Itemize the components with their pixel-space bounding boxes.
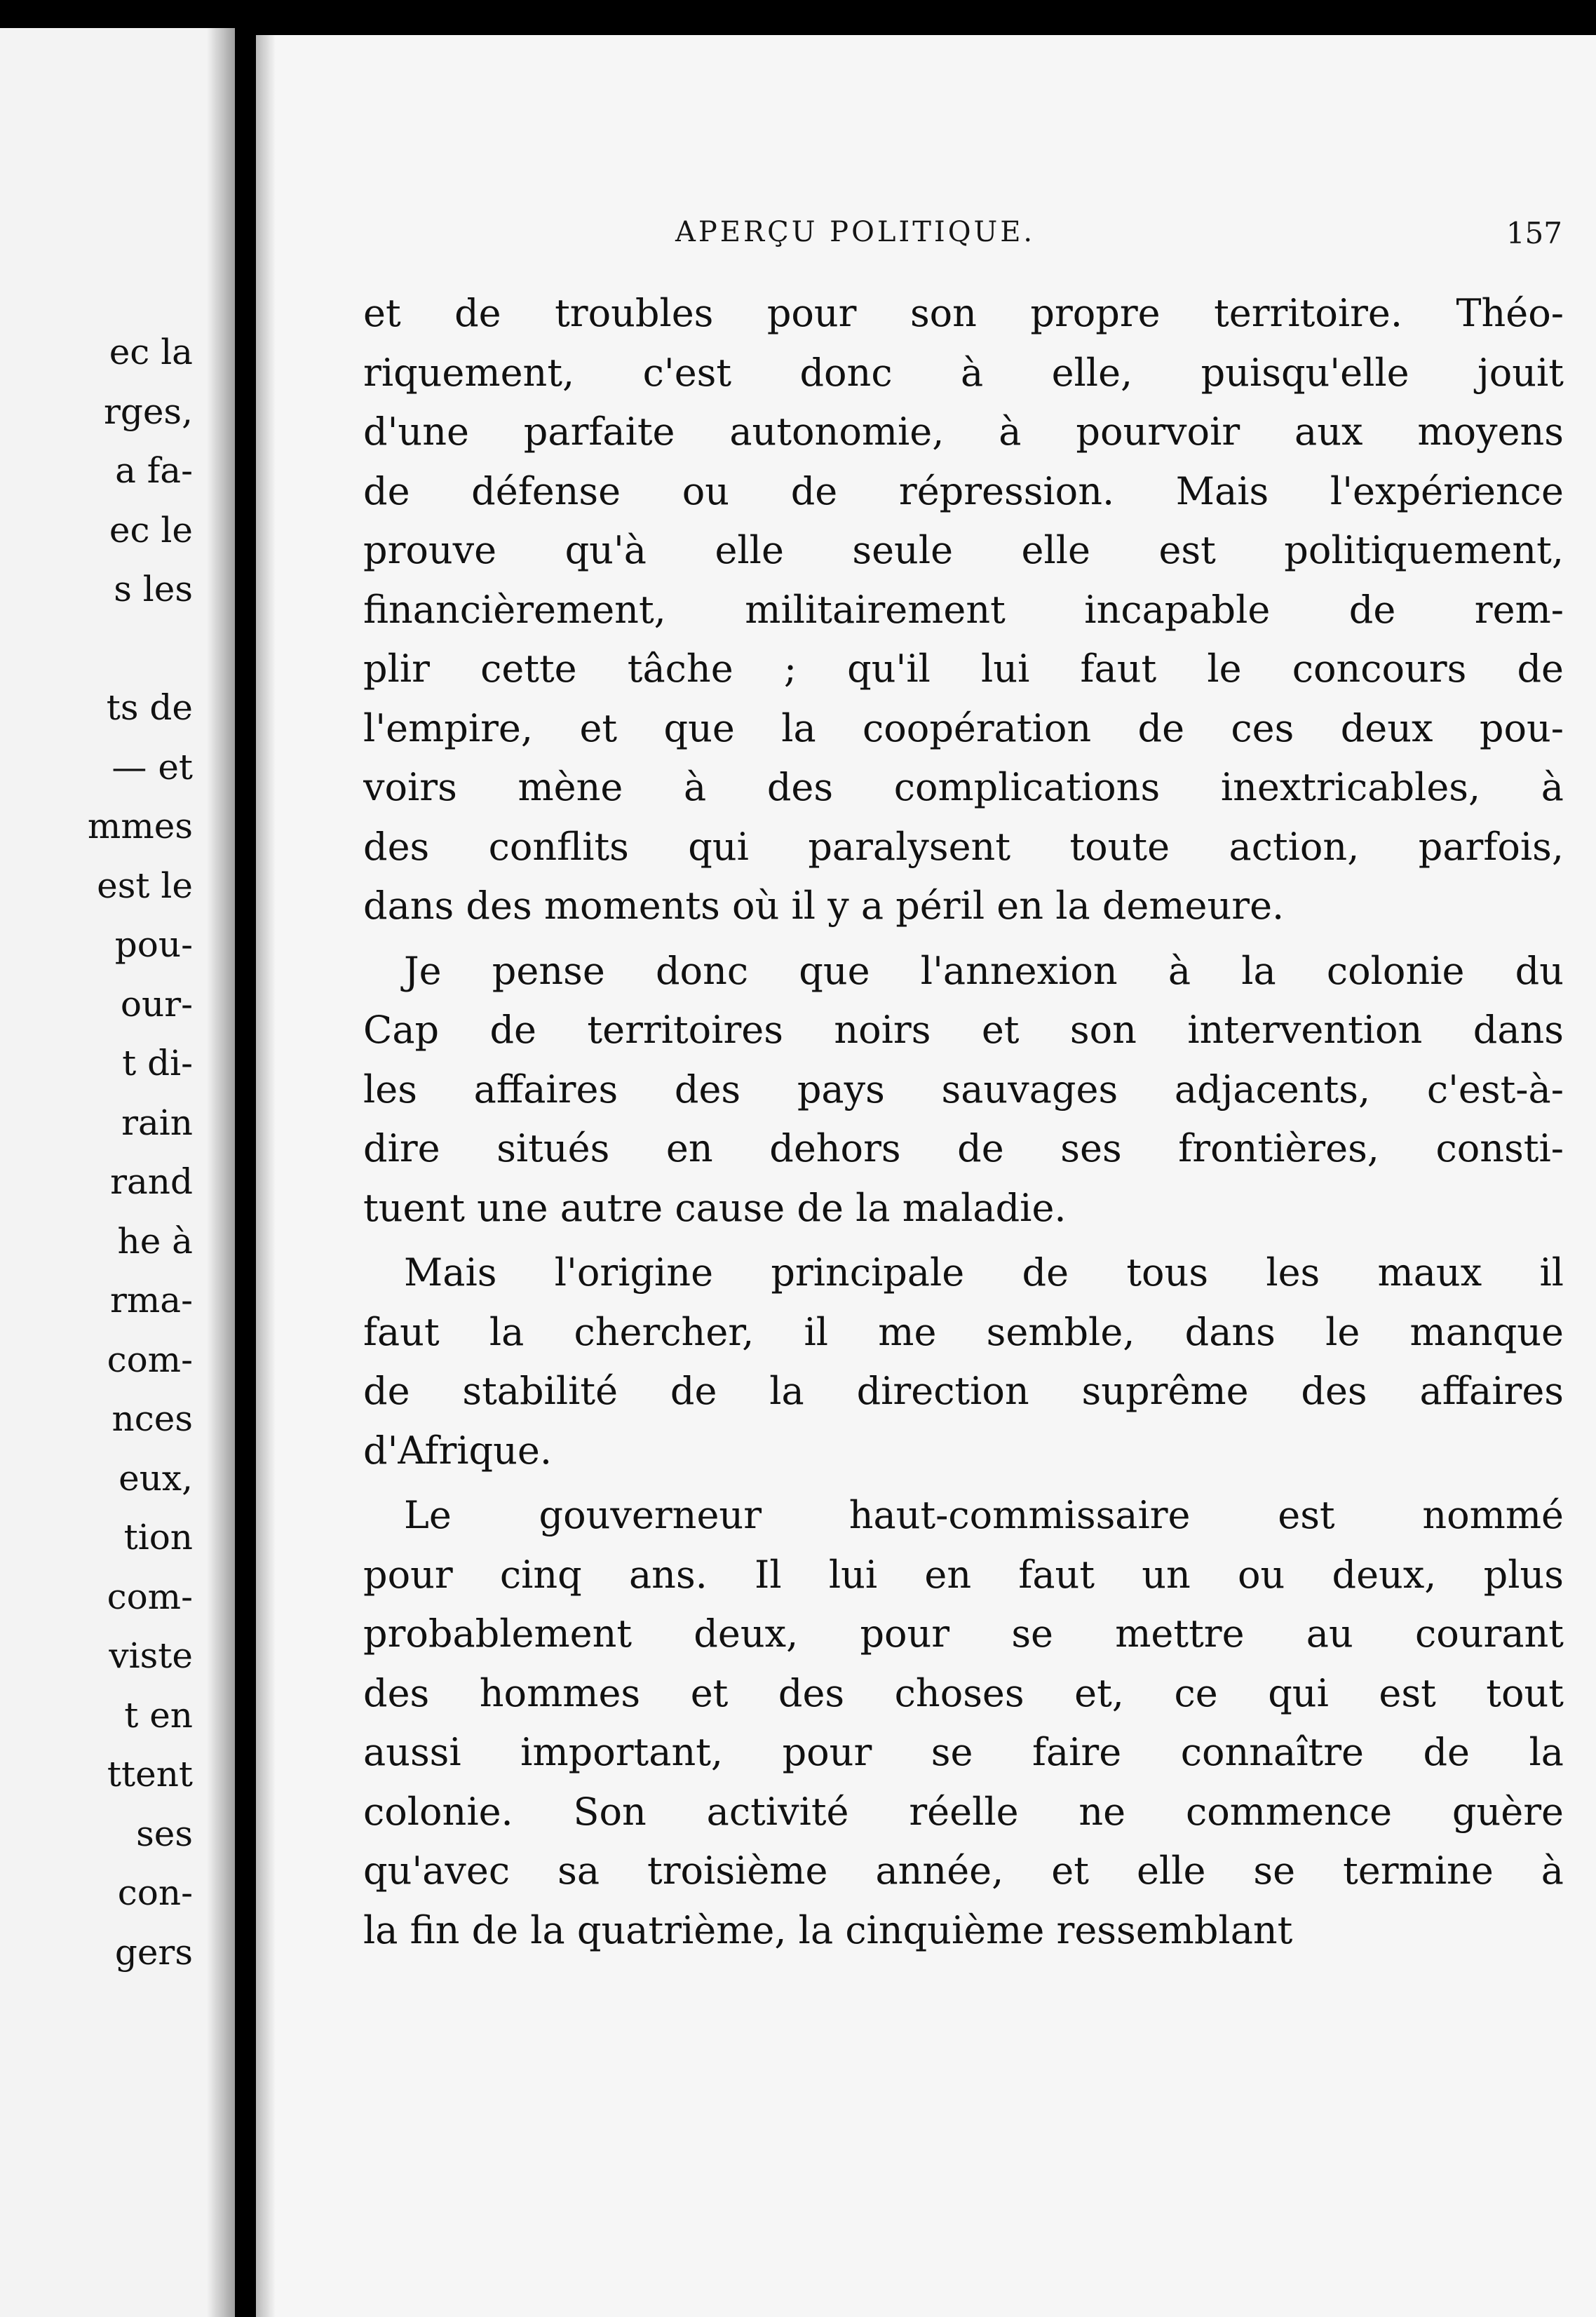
text-line: colonie. Son activité réelle ne commence guère xyxy=(363,1789,1564,1834)
previous-page-line: mmes xyxy=(87,806,193,846)
previous-page-line: tion xyxy=(123,1517,193,1558)
text-line: plir cette tâche ; qu'il lui faut le concours de xyxy=(363,647,1564,691)
previous-page-line: a fa- xyxy=(115,450,193,491)
previous-page-line: t en xyxy=(124,1694,193,1736)
text-line: prouve qu'à elle seule elle est politiquement, xyxy=(363,528,1564,572)
page-number: 157 xyxy=(1506,216,1562,250)
text-line: riquement, c'est donc à elle, puisqu'elle jouit xyxy=(363,350,1564,395)
text-line: financièrement, militairement incapable de rem- xyxy=(363,587,1564,632)
text-line: probablement deux, pour se mettre au courant xyxy=(363,1612,1564,1656)
body-text xyxy=(363,284,1564,1966)
text-line: et de troubles pour son propre territoire. Théo- xyxy=(363,291,1564,335)
text-line: voirs mène à des complications inextricables, à xyxy=(363,765,1564,809)
previous-page-line: t di- xyxy=(122,1043,193,1083)
previous-page-line: s les xyxy=(114,569,193,609)
previous-page-line: pou- xyxy=(114,924,193,965)
previous-page-line: nces xyxy=(111,1398,193,1439)
blank-line xyxy=(88,619,193,679)
paragraph xyxy=(363,1243,1564,1480)
paragraph xyxy=(363,284,1564,936)
running-head xyxy=(675,216,1562,265)
text-line: des hommes et des choses et, ce qui est tout xyxy=(363,1670,1564,1715)
previous-page-line: est le xyxy=(97,865,193,906)
paragraph xyxy=(363,942,1564,1238)
previous-page-line: gers xyxy=(114,1931,193,1973)
previous-page-line: ts de xyxy=(106,687,193,728)
text-line: qu'avec sa troisième année, et elle se termine à xyxy=(363,1849,1564,1893)
previous-page-line: ec le xyxy=(109,509,193,550)
text-line: d'Afrique. xyxy=(363,1428,552,1473)
text-line: des conflits qui paralysent toute action, parfois, xyxy=(363,824,1564,869)
page-157 xyxy=(256,35,1596,2317)
previous-page-line: com- xyxy=(107,1339,193,1380)
text-line: Je pense donc que l'annexion à la colonie du xyxy=(404,948,1564,993)
gutter-shadow xyxy=(207,28,235,2317)
previous-page-line: eux, xyxy=(119,1457,193,1499)
text-line: d'une parfaite autonomie, à pourvoir aux moyens xyxy=(363,410,1564,454)
text-line: dire situés en dehors de ses frontières, consti- xyxy=(363,1126,1564,1170)
text-line: l'empire, et que la coopération de ces deux pou- xyxy=(363,705,1564,750)
text-line: les affaires des pays sauvages adjacents, c'est-à- xyxy=(363,1067,1564,1112)
previous-page-line: con- xyxy=(117,1872,193,1913)
previous-page-line: rand xyxy=(110,1161,193,1202)
text-line: de stabilité de la direction suprême des affaires xyxy=(363,1369,1564,1413)
text-line: de défense ou de répression. Mais l'expérience xyxy=(363,468,1564,513)
page-edge-shadow xyxy=(256,35,276,2317)
previous-page-line: rma- xyxy=(109,1280,193,1320)
text-line: la fin de la quatrième, la cinquième ressemblant xyxy=(363,1907,1293,1952)
previous-page-line: ec la xyxy=(109,332,193,372)
previous-page-line: he à xyxy=(117,1220,193,1262)
text-line: faut la chercher, il me semble, dans le manque xyxy=(363,1309,1564,1354)
previous-page-line: rges, xyxy=(103,391,193,432)
previous-page-line: our- xyxy=(120,983,193,1025)
text-line: dans des moments où il y a péril en la demeure. xyxy=(363,884,1285,928)
previous-page-line: viste xyxy=(109,1635,193,1676)
previous-page-line: — et xyxy=(111,746,193,788)
previous-page-line: com- xyxy=(107,1576,193,1617)
running-title: APERÇU POLITIQUE. xyxy=(675,216,1036,248)
text-line: tuent une autre cause de la maladie. xyxy=(363,1185,1067,1230)
text-line: pour cinq ans. Il lui en faut un ou deux, plus xyxy=(363,1552,1564,1597)
text-line: Le gouverneur haut-commissaire est nommé xyxy=(404,1493,1564,1537)
previous-page-line: rain xyxy=(121,1102,193,1143)
previous-page-fragment xyxy=(0,28,235,2317)
previous-page-line-ends xyxy=(88,323,193,1982)
previous-page-line: ttent xyxy=(107,1754,193,1795)
text-line: Cap de territoires noirs et son intervention dans xyxy=(363,1008,1564,1052)
text-line: Mais l'origine principale de tous les maux il xyxy=(404,1250,1564,1295)
paragraph xyxy=(363,1486,1564,1960)
previous-page-line: ses xyxy=(136,1813,193,1854)
text-line: aussi important, pour se faire connaître de la xyxy=(363,1730,1564,1774)
